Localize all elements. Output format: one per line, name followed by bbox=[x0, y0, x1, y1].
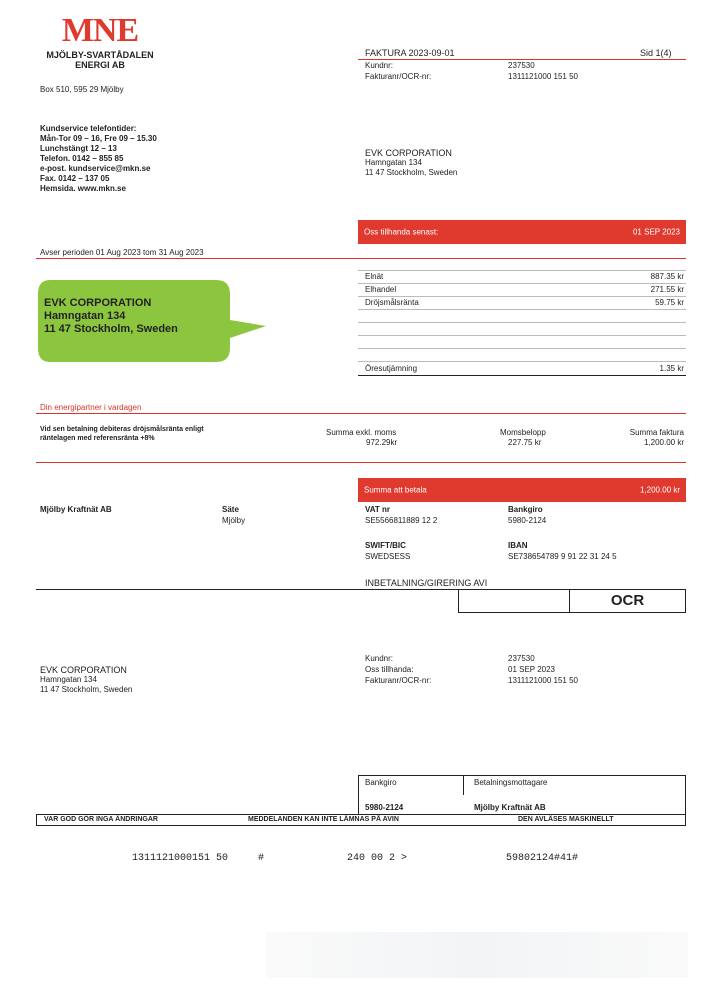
ocr-number-value: 1311121000 151 50 bbox=[508, 72, 578, 81]
vat-number-value: SE5566811889 12 2 bbox=[365, 516, 438, 525]
ocr-box-label: OCR bbox=[610, 592, 645, 609]
customer-number-label: Kundnr: bbox=[365, 61, 394, 70]
late-payment-note bbox=[40, 425, 204, 443]
vat-amount-value: 227.75 kr bbox=[508, 438, 542, 447]
summary-rule bbox=[36, 462, 686, 463]
slip-due-label: Oss tillhanda: bbox=[365, 665, 414, 674]
vat-number-label: VAT nr bbox=[365, 505, 391, 514]
amount-to-pay-bar bbox=[358, 478, 686, 502]
invoice-page: Sid 1(4) bbox=[640, 48, 672, 58]
contact-email: e-post. kundservice@mkn.se bbox=[40, 164, 151, 173]
recipient-street: Hamngatan 134 bbox=[365, 158, 422, 167]
logo-mark: MNE bbox=[61, 12, 139, 49]
contact-lunch: Lunchstängt 12 – 13 bbox=[40, 144, 117, 153]
invoice-title: FAKTURA 2023-09-01 bbox=[365, 48, 455, 58]
contact-hours: Mån-Tor 09 – 16, Fre 09 – 15.30 bbox=[40, 134, 157, 143]
logo-name-line2: ENERGI AB bbox=[75, 60, 125, 70]
scan-artifact bbox=[266, 932, 688, 978]
invoice-total-label: Summa faktura bbox=[629, 428, 684, 437]
slip-box-empty bbox=[458, 589, 570, 613]
contact-web: Hemsida. www.mkn.se bbox=[40, 184, 126, 193]
bubble-city: 11 47 Stockholm, Sweden bbox=[44, 323, 178, 335]
slip-due-value: 01 SEP 2023 bbox=[508, 665, 556, 674]
note-line1: Vid sen betalning debiteras dröjsmålsränta enligt bbox=[40, 426, 204, 433]
ocr-number-label: Fakturanr/OCR-nr: bbox=[365, 72, 432, 81]
company-name: Mjölby Kraftnät AB bbox=[40, 505, 112, 514]
due-date-bar bbox=[358, 220, 686, 244]
slip-title: INBETALNING/GIRERING AVI bbox=[365, 578, 488, 588]
slip-recipient-city: 11 47 Stockholm, Sweden bbox=[40, 685, 133, 694]
amount-to-pay-label: Summa att betala bbox=[364, 485, 427, 495]
slip-payee-label: Betalningsmottagare bbox=[474, 778, 548, 787]
iban-value: SE738654789 9 91 22 31 24 5 bbox=[508, 552, 617, 561]
sum-excl-vat-label: Summa exkl. moms bbox=[326, 428, 397, 437]
item-rule bbox=[358, 309, 686, 310]
item-rule bbox=[358, 361, 686, 362]
bubble-street: Hamngatan 134 bbox=[44, 310, 126, 322]
slip-bankgiro-label: Bankgiro bbox=[365, 778, 397, 787]
item-rule bbox=[358, 348, 686, 349]
bankgiro-label: Bankgiro bbox=[508, 505, 543, 514]
company-logo bbox=[40, 14, 160, 70]
bankgiro-value: 5980-2124 bbox=[508, 516, 547, 525]
slip-ocr-label: Fakturanr/OCR-nr: bbox=[365, 676, 432, 685]
slogan-rule bbox=[36, 413, 686, 414]
amount-to-pay-value: 1,200.00 kr bbox=[639, 485, 680, 495]
sum-excl-vat-value: 972.29kr bbox=[366, 438, 398, 447]
recipient-address bbox=[365, 148, 457, 178]
contact-fax: Fax. 0142 – 137 05 bbox=[40, 174, 110, 183]
slip-customer-value: 237530 bbox=[508, 654, 535, 663]
notice-no-changes: VAR GOD GÖR INGA ÄNDRINGAR bbox=[44, 816, 158, 823]
rounding-label: Öresutjämning bbox=[365, 364, 418, 373]
iban-label: IBAN bbox=[508, 541, 528, 550]
company-seat-value: Mjölby bbox=[222, 516, 246, 525]
code-line-account: 59802124#41# bbox=[506, 853, 579, 864]
slip-customer-label: Kundnr: bbox=[365, 654, 394, 663]
swift-label: SWIFT/BIC bbox=[365, 541, 406, 550]
items-bottom-rule bbox=[358, 375, 686, 376]
slip-bankgiro-value: 5980-2124 bbox=[365, 803, 404, 812]
item-rule bbox=[358, 335, 686, 336]
slip-payee-value: Mjölby Kraftnät AB bbox=[474, 803, 546, 812]
slip-recipient bbox=[40, 665, 132, 695]
recipient-name: EVK CORPORATION bbox=[365, 148, 452, 158]
line-item-label: Elnät bbox=[365, 272, 384, 281]
items-top-rule bbox=[358, 270, 686, 271]
recipient-city: 11 47 Stockholm, Sweden bbox=[365, 168, 458, 177]
bubble-name: EVK CORPORATION bbox=[44, 297, 152, 309]
line-item-label: Dröjsmålsränta bbox=[365, 298, 419, 307]
due-date-value: 01 SEP 2023 bbox=[632, 227, 680, 237]
code-line-ocr: 1311121000151 50 bbox=[132, 853, 229, 864]
header-rule bbox=[358, 59, 686, 60]
company-seat-label: Säte bbox=[222, 505, 239, 514]
item-rule bbox=[358, 322, 686, 323]
swift-value: SWEDSESS bbox=[365, 552, 411, 561]
line-item-amount: 271.55 kr bbox=[650, 285, 684, 294]
period-rule bbox=[36, 258, 686, 259]
bubble-address bbox=[44, 297, 178, 336]
notice-machine-read: DEN AVLÄSES MASKINELLT bbox=[518, 816, 614, 823]
code-line-separator: # bbox=[258, 853, 265, 864]
energy-partner-slogan: Din energipartner i vardagen bbox=[40, 403, 142, 412]
item-rule bbox=[358, 283, 686, 284]
slip-ocr-value: 1311121000 151 50 bbox=[508, 676, 578, 685]
slip-recipient-street: Hamngatan 134 bbox=[40, 675, 97, 684]
line-item-label: Elhandel bbox=[365, 285, 397, 294]
slip-recipient-name: EVK CORPORATION bbox=[40, 665, 127, 675]
ocr-box bbox=[569, 589, 686, 613]
vat-amount-label: Momsbelopp bbox=[500, 428, 546, 437]
line-item-amount: 887.35 kr bbox=[650, 272, 684, 281]
note-line2: räntelagen med referensränta +8% bbox=[40, 435, 155, 442]
bankgiro-box-divider bbox=[463, 775, 464, 795]
contact-heading: Kundservice telefontider: bbox=[40, 124, 137, 133]
customer-number-value: 237530 bbox=[508, 61, 535, 70]
contact-phone: Telefon. 0142 – 855 85 bbox=[40, 154, 124, 163]
company-address: Box 510, 595 29 Mjölby bbox=[40, 85, 124, 94]
billing-period: Avser perioden 01 Aug 2023 tom 31 Aug 2023 bbox=[40, 248, 204, 257]
line-item-amount: 59.75 kr bbox=[655, 298, 684, 307]
rounding-amount: 1.35 kr bbox=[659, 364, 684, 373]
notice-no-messages: MEDDELANDEN KAN INTE LÄMNAS PÅ AVIN bbox=[248, 816, 399, 823]
due-date-label: Oss tillhanda senast: bbox=[364, 227, 439, 237]
code-line-amount: 240 00 2 > bbox=[347, 853, 408, 864]
item-rule bbox=[358, 296, 686, 297]
contact-block bbox=[40, 124, 157, 194]
logo-name-line1: MJÖLBY-SVARTÅDALEN bbox=[46, 50, 154, 60]
invoice-total-value: 1,200.00 kr bbox=[643, 438, 684, 447]
